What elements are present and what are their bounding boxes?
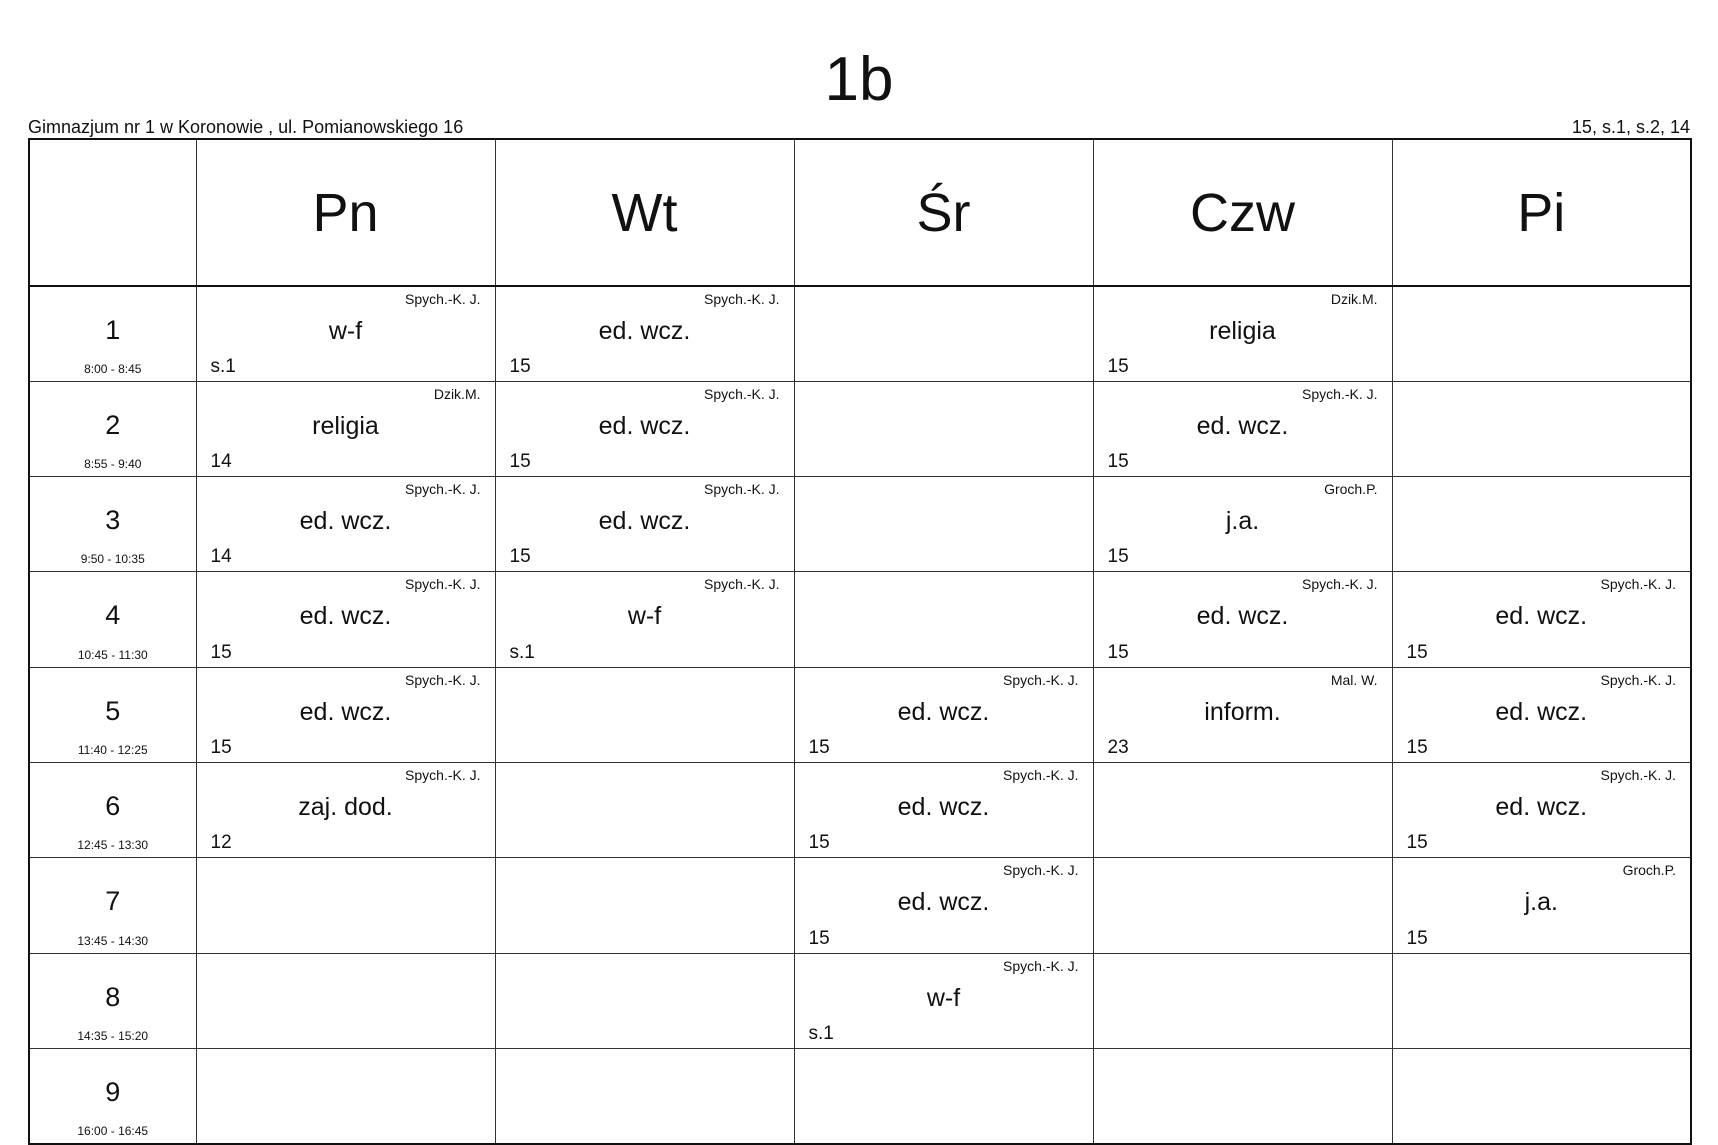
room-number: 15 — [210, 641, 232, 663]
rooms-list: 15, s.1, s.2, 14 — [1571, 117, 1690, 137]
lesson-cell-pn — [196, 1049, 495, 1144]
room-number: 15 — [509, 451, 531, 473]
subject-name: ed. wcz. — [897, 888, 990, 917]
period-number: 2 — [105, 409, 121, 440]
period-number: 4 — [105, 600, 121, 631]
lesson-cell-sr — [794, 572, 1093, 667]
room-number: 15 — [1107, 641, 1129, 663]
period-time: 12:45 - 13:30 — [77, 838, 149, 853]
lesson-cell-pi — [1392, 286, 1691, 381]
subject-name: ed. wcz. — [598, 411, 691, 440]
teacher-name: Spych.-K. J. — [405, 481, 481, 498]
period-time: 10:45 - 11:30 — [77, 647, 148, 662]
subject-name: j.a. — [1225, 507, 1260, 536]
lesson-cell-sr — [794, 381, 1093, 476]
teacher-name: Spych.-K. J. — [704, 481, 780, 498]
room-number: 15 — [808, 927, 830, 949]
room-number: 15 — [509, 546, 531, 568]
lesson-cell-pi — [1392, 858, 1691, 953]
lesson-cell-pi — [1392, 763, 1691, 858]
room-number: s.1 — [509, 641, 535, 663]
period-row — [29, 477, 1691, 572]
teacher-name: Spych.-K. J. — [1600, 671, 1676, 688]
lesson-cell-pn — [196, 286, 495, 381]
school-address: Gimnazjum nr 1 w Koronowie , ul. Pomianowskiego 16 — [28, 117, 464, 137]
teacher-name: Groch.P. — [1324, 481, 1378, 498]
teacher-name: Dzik.M. — [1330, 291, 1378, 307]
teacher-name: Spych.-K. J. — [405, 767, 481, 784]
period-time: 11:40 - 12:25 — [77, 743, 148, 758]
subject-name: ed. wcz. — [897, 697, 990, 726]
period-number: 8 — [105, 981, 121, 1012]
room-number: 15 — [1406, 832, 1428, 854]
teacher-name: Spych.-K. J. — [704, 291, 780, 307]
room-number: s.1 — [210, 355, 236, 377]
room-number: 12 — [210, 832, 232, 854]
lesson-cell-pn — [196, 381, 495, 476]
teacher-name: Spych.-K. J. — [1302, 576, 1378, 593]
lesson-cell-wt — [495, 572, 794, 667]
teacher-name: Spych.-K. J. — [1600, 576, 1676, 593]
day-header-sr: Śr — [794, 139, 1093, 286]
period-cell — [29, 477, 196, 572]
lesson-cell-czw — [1093, 858, 1392, 953]
day-header-wt: Wt — [495, 139, 794, 286]
subject-name: religia — [1209, 317, 1276, 345]
period-cell — [29, 667, 196, 762]
day-header-row — [29, 139, 1691, 286]
period-number: 9 — [105, 1077, 121, 1108]
lesson-cell-sr — [794, 858, 1093, 953]
lesson-cell-pn — [196, 667, 495, 762]
timetable-grid — [28, 138, 1692, 1145]
lesson-cell-pi — [1392, 953, 1691, 1048]
lesson-cell-wt — [495, 763, 794, 858]
day-header-pi: Pi — [1392, 139, 1691, 286]
teacher-name: Spych.-K. J. — [405, 576, 481, 593]
period-row — [29, 953, 1691, 1048]
lesson-cell-czw — [1093, 953, 1392, 1048]
room-number: 15 — [808, 737, 830, 759]
lesson-cell-sr — [794, 763, 1093, 858]
period-row — [29, 667, 1691, 762]
teacher-name: Spych.-K. J. — [1003, 767, 1079, 784]
room-number: 14 — [210, 546, 232, 568]
room-number: 15 — [1406, 927, 1428, 949]
room-number: s.1 — [808, 1023, 834, 1045]
subject-name: w-f — [328, 317, 363, 345]
period-cell — [29, 1049, 196, 1144]
lesson-cell-czw — [1093, 572, 1392, 667]
period-cell — [29, 572, 196, 667]
lesson-cell-pi — [1392, 477, 1691, 572]
period-cell — [29, 763, 196, 858]
lesson-cell-sr — [794, 286, 1093, 381]
period-time: 16:00 - 16:45 — [77, 1124, 149, 1138]
period-number: 7 — [105, 886, 121, 917]
lesson-cell-czw — [1093, 1049, 1392, 1144]
period-row — [29, 381, 1691, 476]
lesson-cell-pi — [1392, 572, 1691, 667]
teacher-name: Groch.P. — [1622, 862, 1676, 879]
lesson-cell-pn — [196, 858, 495, 953]
lesson-cell-pn — [196, 477, 495, 572]
teacher-name: Spych.-K. J. — [1302, 385, 1378, 402]
period-cell — [29, 286, 196, 381]
subject-name: ed. wcz. — [1196, 602, 1289, 631]
period-row — [29, 763, 1691, 858]
subject-name: religia — [312, 411, 379, 440]
subject-name: j.a. — [1524, 888, 1558, 917]
lesson-cell-sr — [794, 667, 1093, 762]
subject-name: ed. wcz. — [1495, 602, 1588, 631]
teacher-name: Spych.-K. J. — [405, 291, 481, 307]
day-header-pn: Pn — [196, 139, 495, 286]
timetable-body — [29, 286, 1691, 1144]
period-row — [29, 1049, 1691, 1144]
lesson-cell-sr — [794, 953, 1093, 1048]
subject-name: zaj. dod. — [298, 793, 393, 822]
subject-name: ed. wcz. — [897, 793, 990, 822]
subject-name: ed. wcz. — [1495, 793, 1588, 822]
lesson-cell-sr — [794, 477, 1093, 572]
subject-name: ed. wcz. — [299, 697, 392, 726]
room-number: 23 — [1107, 737, 1129, 759]
subject-name: ed. wcz. — [299, 602, 392, 631]
period-row — [29, 286, 1691, 381]
period-time: 8:00 - 8:45 — [84, 361, 142, 376]
teacher-name: Spych.-K. J. — [1003, 671, 1079, 688]
lesson-cell-czw — [1093, 381, 1392, 476]
room-number: 15 — [1107, 546, 1129, 568]
lesson-cell-czw — [1093, 286, 1392, 381]
period-time: 13:45 - 14:30 — [77, 933, 149, 948]
room-number: 15 — [1406, 641, 1428, 663]
subject-name: ed. wcz. — [598, 317, 691, 345]
lesson-cell-czw — [1093, 763, 1392, 858]
subject-name: ed. wcz. — [299, 507, 392, 536]
subject-name: ed. wcz. — [1196, 411, 1289, 440]
room-number: 15 — [509, 355, 531, 377]
teacher-name: Spych.-K. J. — [1600, 767, 1676, 784]
teacher-name: Spych.-K. J. — [1003, 957, 1079, 974]
day-header-czw: Czw — [1093, 139, 1392, 286]
lesson-cell-pn — [196, 763, 495, 858]
teacher-name: Mal. W. — [1330, 671, 1378, 688]
subject-name: w-f — [627, 602, 662, 631]
period-number: 3 — [105, 505, 121, 536]
teacher-name: Spych.-K. J. — [405, 671, 481, 688]
period-time: 8:55 - 9:40 — [84, 457, 142, 472]
lesson-cell-pi — [1392, 667, 1691, 762]
lesson-cell-pn — [196, 572, 495, 667]
teacher-name: Spych.-K. J. — [1003, 862, 1079, 879]
lesson-cell-czw — [1093, 477, 1392, 572]
period-cell — [29, 858, 196, 953]
lesson-cell-wt — [495, 477, 794, 572]
lesson-cell-wt — [495, 858, 794, 953]
subject-name: ed. wcz. — [598, 507, 691, 536]
period-number: 5 — [105, 695, 121, 726]
room-number: 15 — [1107, 451, 1129, 473]
lesson-cell-pi — [1392, 381, 1691, 476]
room-number: 14 — [210, 451, 232, 473]
room-number: 15 — [210, 737, 232, 759]
teacher-name: Spych.-K. J. — [704, 385, 780, 402]
period-number: 1 — [105, 315, 121, 345]
lesson-cell-sr — [794, 1049, 1093, 1144]
lesson-cell-czw — [1093, 667, 1392, 762]
teacher-name: Spych.-K. J. — [704, 576, 780, 593]
subject-name: w-f — [926, 983, 961, 1012]
period-row — [29, 858, 1691, 953]
period-cell — [29, 953, 196, 1048]
class-title: 1b — [824, 45, 894, 114]
teacher-name: Dzik.M. — [433, 385, 481, 402]
lesson-cell-wt — [495, 286, 794, 381]
period-time: 9:50 - 10:35 — [80, 552, 145, 567]
lesson-cell-wt — [495, 1049, 794, 1144]
subject-name: ed. wcz. — [1495, 697, 1588, 726]
period-number: 6 — [105, 791, 121, 822]
lesson-cell-wt — [495, 953, 794, 1048]
room-number: 15 — [1406, 737, 1428, 759]
lesson-cell-pn — [196, 953, 495, 1048]
room-number: 15 — [808, 832, 830, 854]
lesson-cell-wt — [495, 667, 794, 762]
period-row — [29, 572, 1691, 667]
subject-name: inform. — [1204, 697, 1281, 726]
corner-cell — [29, 139, 196, 286]
period-time: 14:35 - 15:20 — [77, 1029, 149, 1044]
room-number: 15 — [1107, 355, 1129, 377]
lesson-cell-wt — [495, 381, 794, 476]
lesson-cell-pi — [1392, 1049, 1691, 1144]
period-cell — [29, 381, 196, 476]
